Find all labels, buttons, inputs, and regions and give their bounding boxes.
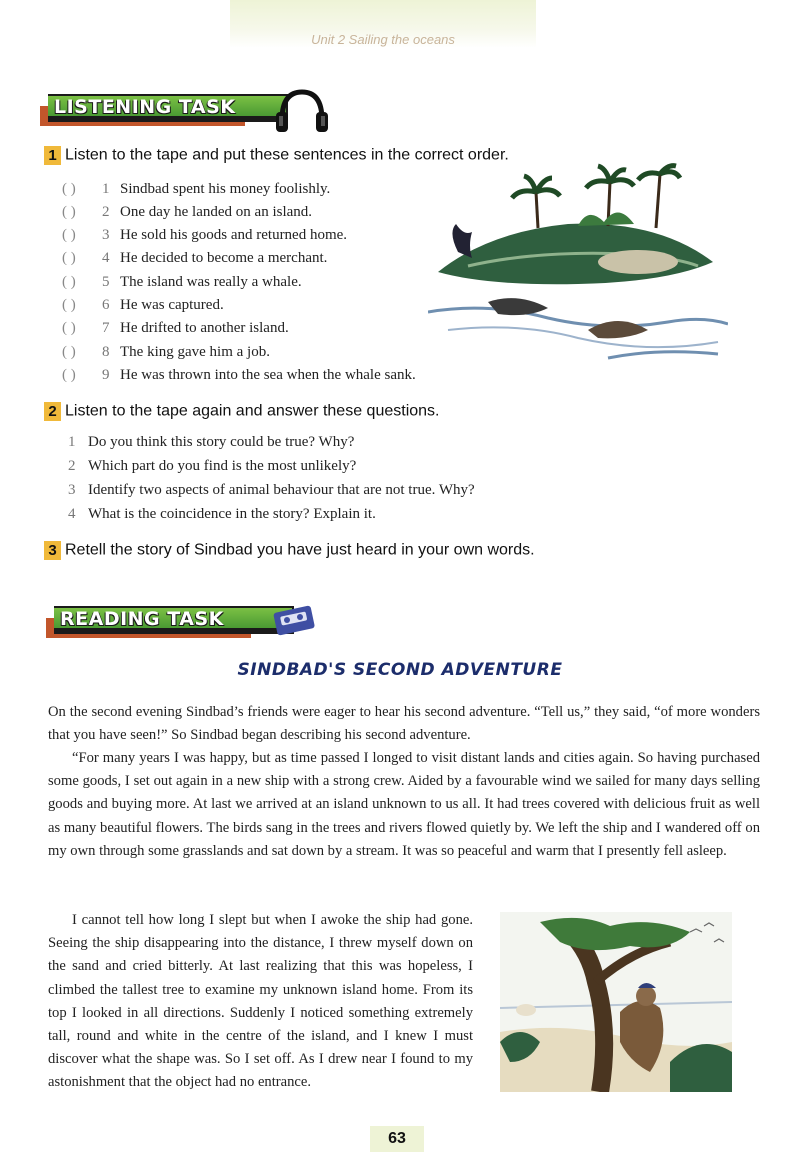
task3-number: 3 [44, 541, 61, 560]
whale-island-illustration [428, 162, 728, 368]
page-number: 63 [370, 1126, 424, 1152]
paragraph-3: I cannot tell how long I slept but when I awoke the ship had gone. Seeing the ship disappearing into the distance, I threw myself down on the sand and cried bitterly. At last realizing that this was hopeless, I climbed the tallest tree to examine my unknown island home. From its top I looked in all directions. Suddenly I noticed something extremely tall, round and white in the centre of the island, and I knew I must discover what the shape was. So I set off. As I drew near I found to my astonishment that the object had no entrance. [48, 912, 473, 1091]
headphones-icon [272, 86, 332, 136]
list-item: 4 What is the coincidence in the story? Explain it. [68, 506, 376, 522]
listening-banner-label: LISTENING TASK [54, 96, 236, 118]
task1-instruction: Listen to the tape and put these sentences in the correct order. [65, 146, 509, 164]
list-item: 2 Which part do you find is the most unlikely? [68, 458, 357, 474]
listening-banner [40, 92, 290, 128]
reading-banner-label: READING TASK [60, 608, 224, 630]
paragraph-2: “For many years I was happy, but as time passed I longed to visit distant lands and cities again. So having purchased some goods, I set out again in a new ship with a strong crew. Aided by a favourable wind we sailed for many days selling goods and buying more. At last we arrived at an island unknown to us all. It had trees covered with delicious fruit as well as many beautiful flowers. The birds sang in the trees and rivers flowed quietly by. We left the ship and I wandered off on my own through some grasslands and sat down by a stream. It was so peaceful and warm that I presently fell asleep. [48, 750, 760, 859]
task3-instruction: Retell the story of Sindbad you have just heard in your own words. [65, 541, 535, 559]
list-item: 1 Do you think this story could be true? Why? [68, 434, 355, 450]
list-item: ( ) 6 He was captured. [62, 297, 224, 313]
task2-instruction: Listen to the tape again and answer these questions. [65, 402, 440, 420]
paragraph-1: On the second evening Sindbad’s friends were eager to hear his second adventure. “Tell us,” they said, “of more wonders that you have seen!” So Sindbad began describing his second adventure. [48, 704, 760, 744]
cassette-tape-icon [272, 604, 316, 636]
list-item: ( ) 4 He decided to become a merchant. [62, 250, 328, 266]
list-item: ( ) 2 One day he landed on an island. [62, 204, 313, 220]
task3-heading [44, 541, 535, 560]
task1-number: 1 [44, 146, 61, 165]
list-item: ( ) 1 Sindbad spent his money foolishly. [62, 181, 331, 197]
list-item: ( ) 8 The king gave him a job. [62, 344, 270, 360]
list-item: ( ) 3 He sold his goods and returned home. [62, 227, 348, 243]
sindbad-tree-illustration [500, 912, 732, 1092]
list-item: ( ) 5 The island was really a whale. [62, 274, 302, 290]
task2-number: 2 [44, 402, 61, 421]
story-title: SINDBAD'S SECOND ADVENTURE [237, 660, 563, 680]
unit-title: Unit 2 Sailing the oceans [311, 32, 455, 47]
list-item: ( ) 7 He drifted to another island. [62, 320, 289, 336]
list-item: 3 Identify two aspects of animal behaviour that are not true. Why? [68, 482, 475, 498]
reading-banner [46, 604, 296, 640]
task2-heading [44, 402, 439, 421]
list-item: ( ) 9 He was thrown into the sea when the whale sank. [62, 367, 416, 383]
